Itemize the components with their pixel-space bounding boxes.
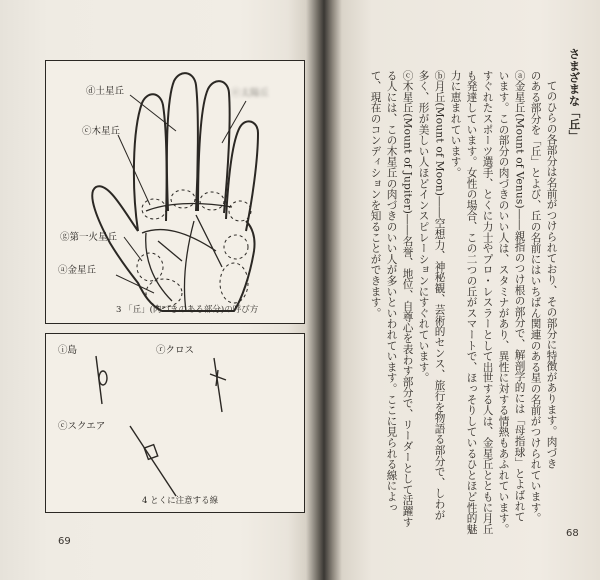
section-heading: さまざまな「丘」 — [567, 48, 582, 142]
text-column-11: る人には、この木星丘の肉づきのいい人が多いといわれています。ここに見られる線によっ — [385, 70, 398, 513]
text-column-3: ⓐ金星丘(Mount of Venus)――親指のつけ根の部分で、解剖学的には「母指球」とよばれて — [513, 70, 526, 523]
saturn-mount-outline — [171, 190, 195, 208]
island-mark — [99, 371, 107, 385]
text-column-5: すぐれたスポーツ選手、とくに力士やプロ・レスラーとして出世する人は、金星丘とともに月丘 — [481, 70, 494, 535]
sun-mount-outline — [200, 192, 224, 210]
label-venus-mount: ⓐ金星丘 — [58, 265, 97, 276]
text-column-8: ⓑ月丘(Mount of Moon)――空想力、神秘観、芸術的センス、旅行を物語る部分で、しわが — [433, 70, 446, 521]
text-column-4: います。この部分の肉づきのいい人は、スタミナがあり、異性に対する情熱もあふれています。 — [497, 70, 510, 535]
heart-line — [146, 204, 232, 211]
text-column-9: 多く、形が美しい人ほどインスピレーションにすぐれています。 — [417, 70, 430, 384]
label-island: ⓘ島 — [58, 345, 78, 356]
text-column-6: も発達しています。女性の場合、この二つの丘がスマートで、ほっそりしているひとほど性的魅 — [465, 70, 478, 535]
jupiter-mount-outline — [142, 199, 166, 219]
label-first-mars-mount: ⓖ第一火星丘 — [60, 232, 118, 243]
label-sun-mount: ⓔ太陽丘 — [231, 88, 270, 99]
right-page-number: 68 — [566, 528, 579, 539]
index-finger-outline — [134, 94, 167, 231]
label-square: ⓒスクエア — [58, 421, 106, 432]
ring-finger-outline — [198, 81, 230, 213]
text-column-7: 力に恵まれています。 — [449, 70, 462, 178]
text-column-2: のある部分を「丘」とよび、丘の名前にはいちばん関連のある星の名前がつけられています。 — [529, 70, 542, 524]
left-page-number: 69 — [58, 536, 71, 547]
figure-3-caption: 3 「丘」(肉づきのある部分)の呼び方 — [116, 305, 259, 315]
right-page — [330, 0, 600, 580]
label-cross: ⓡクロス — [156, 345, 195, 356]
palm-illustration — [46, 61, 304, 323]
text-column-10: ⓒ木星丘(Mount of Jupiter)――名誉、地位、自尊心を表わす部分で、リーダーとして活躍す — [401, 70, 414, 528]
text-column-1: てのひらの各部分は名前がつけられており、その部分に特徴があります。肉づき — [545, 80, 558, 469]
figure-4-caption: 4 とくに注意する線 — [142, 496, 219, 506]
figure-4-special-lines — [45, 333, 305, 513]
label-saturn-mount: ⓓ土星丘 — [86, 86, 125, 97]
text-column-12: て、現在のコンディションを知ることができます。 — [369, 70, 382, 319]
label-jupiter-mount: ⓒ木星丘 — [82, 126, 121, 137]
figure-3-palm-mounts — [45, 60, 305, 324]
little-finger-outline — [226, 121, 258, 231]
